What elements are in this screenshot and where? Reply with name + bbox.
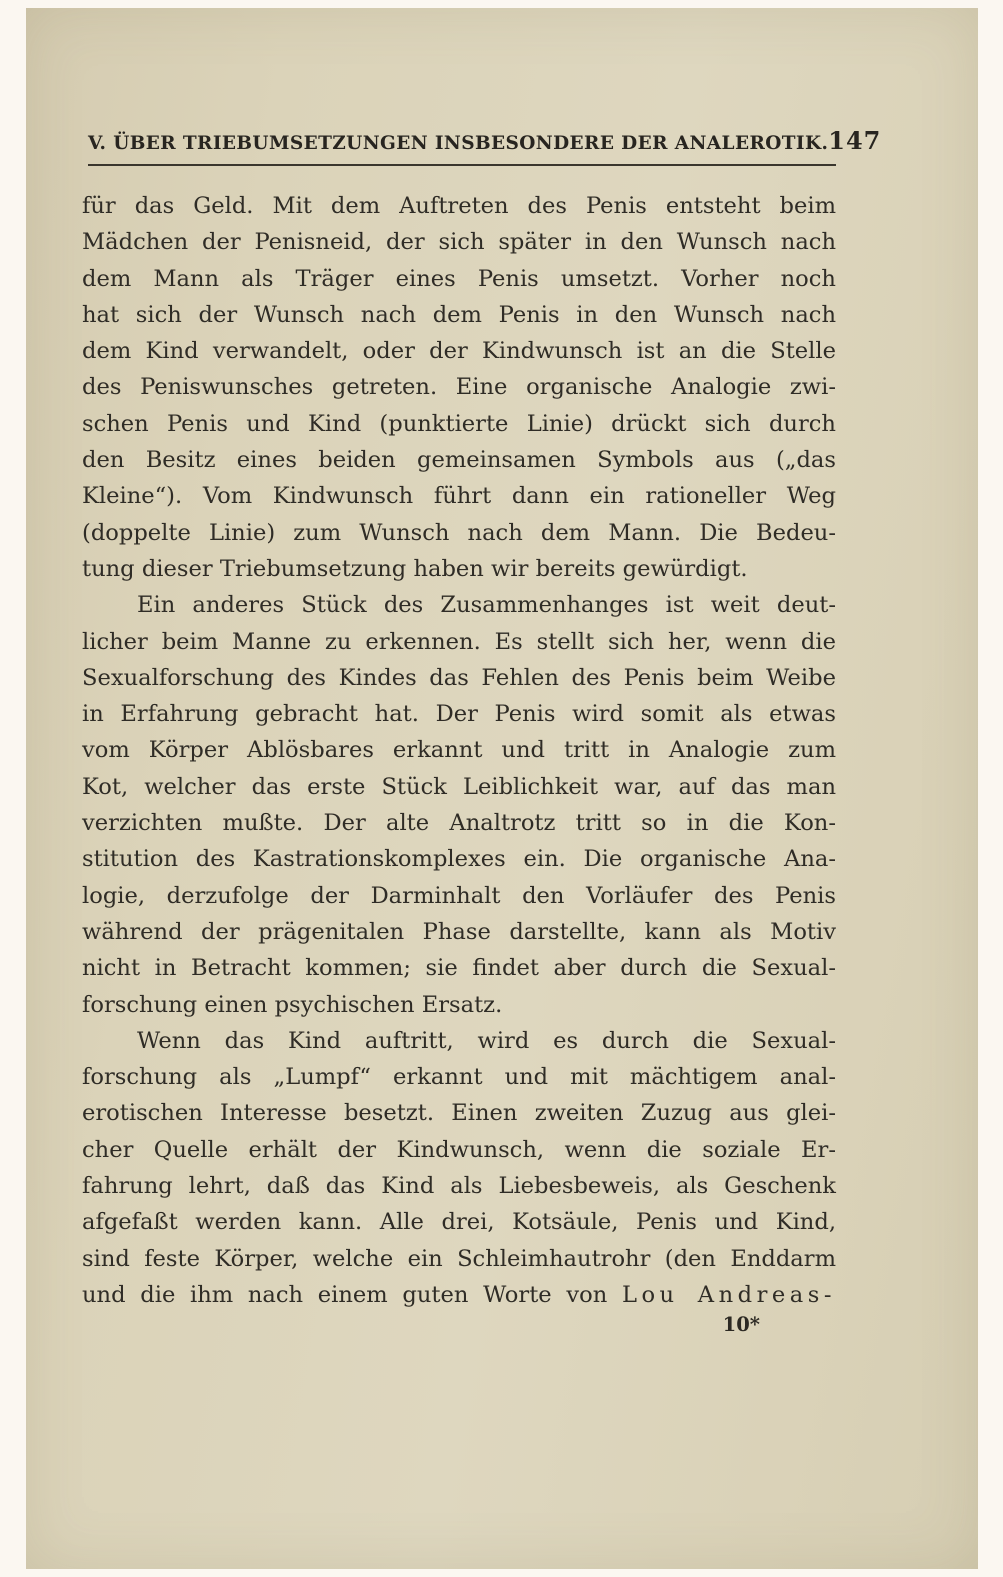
text-line: erotischen Interesse besetzt. Einen zweiten Zuzug aus glei- xyxy=(82,1100,836,1127)
text-line: hat sich der Wunsch nach dem Penis in den Wunsch nach xyxy=(82,301,836,328)
text-line: Sexualforschung des Kindes das Fehlen des Penis beim Weibe xyxy=(82,664,836,691)
text-line: in Erfahrung gebracht hat. Der Penis wird somit als etwas xyxy=(82,701,836,728)
letterspaced-name: Lou Andreas- xyxy=(621,1281,836,1308)
text-line: licher beim Manne zu erkennen. Es stellt sich her, wenn die xyxy=(82,628,836,655)
text-line: Ein anderes Stück des Zusammenhanges ist weit deut- xyxy=(137,592,836,619)
text-line: Wenn das Kind auftritt, wird es durch die Sexual- xyxy=(137,1027,836,1054)
text-line: Kleine“). Vom Kindwunsch führt dann ein rationeller Weg xyxy=(82,483,836,510)
text-line: fahrung lehrt, daß das Kind als Liebesbeweis, als Geschenk xyxy=(82,1173,836,1200)
text-line: verzichten mußte. Der alte Analtrotz tritt so in die Kon- xyxy=(82,810,836,837)
text-line: cher Quelle erhält der Kindwunsch, wenn die soziale Er- xyxy=(82,1136,836,1163)
chapter-header: V. ÜBER TRIEBUMSETZUNGEN INSBESONDERE DER ANALEROTIK. xyxy=(88,133,829,154)
text-line: forschung einen psychischen Ersatz. xyxy=(82,991,503,1018)
text-line: schen Penis und Kind (punktierte Linie) drückt sich durch xyxy=(82,410,836,437)
signature-mark: 10* xyxy=(722,1313,760,1336)
text-line: und die ihm nach einem guten Worte von Lou Andreas- xyxy=(82,1281,836,1308)
body-text xyxy=(82,188,836,1313)
text-line: für das Geld. Mit dem Auftreten des Penis entsteht beim xyxy=(82,193,836,219)
text-line: dem Mann als Träger eines Penis umsetzt. Vorher noch xyxy=(82,265,836,292)
text-line: (doppelte Linie) zum Wunsch nach dem Mann. Die Bedeu- xyxy=(82,519,836,546)
text-line: tung dieser Triebumsetzung haben wir bereits gewürdigt. xyxy=(82,555,748,582)
text-line: während der prägenitalen Phase darstellte, kann als Motiv xyxy=(82,918,836,945)
text-line: vom Körper Ablösbares erkannt und tritt in Analogie zum xyxy=(82,737,836,764)
text-line: sind feste Körper, welche ein Schleimhautrohr (den Enddarm xyxy=(82,1245,836,1272)
book-page xyxy=(26,8,978,1569)
text-line: logie, derzufolge der Darminhalt den Vorläufer des Penis xyxy=(82,882,836,909)
page-number: 147 xyxy=(828,126,882,155)
text-line: Mädchen der Penisneid, der sich später in den Wunsch nach xyxy=(82,229,836,256)
text-line: afgefaßt werden kann. Alle drei, Kotsäule, Penis und Kind, xyxy=(82,1209,836,1236)
text-line: den Besitz eines beiden gemeinsamen Symbols aus („das xyxy=(82,447,836,474)
text-line: des Peniswunsches getreten. Eine organische Analogie zwi- xyxy=(82,374,836,401)
text-line: Kot, welcher das erste Stück Leiblichkeit war, auf das man xyxy=(82,773,836,800)
text-line: nicht in Betracht kommen; sie findet aber durch die Sexual- xyxy=(82,955,836,982)
text-line: stitution des Kastrationskomplexes ein. Die organische Ana- xyxy=(82,846,836,873)
text-line: forschung als „Lumpf“ erkannt und mit mächtigem anal- xyxy=(82,1064,836,1091)
running-head xyxy=(88,126,882,166)
text-line: dem Kind verwandelt, oder der Kindwunsch ist an die Stelle xyxy=(82,338,836,365)
